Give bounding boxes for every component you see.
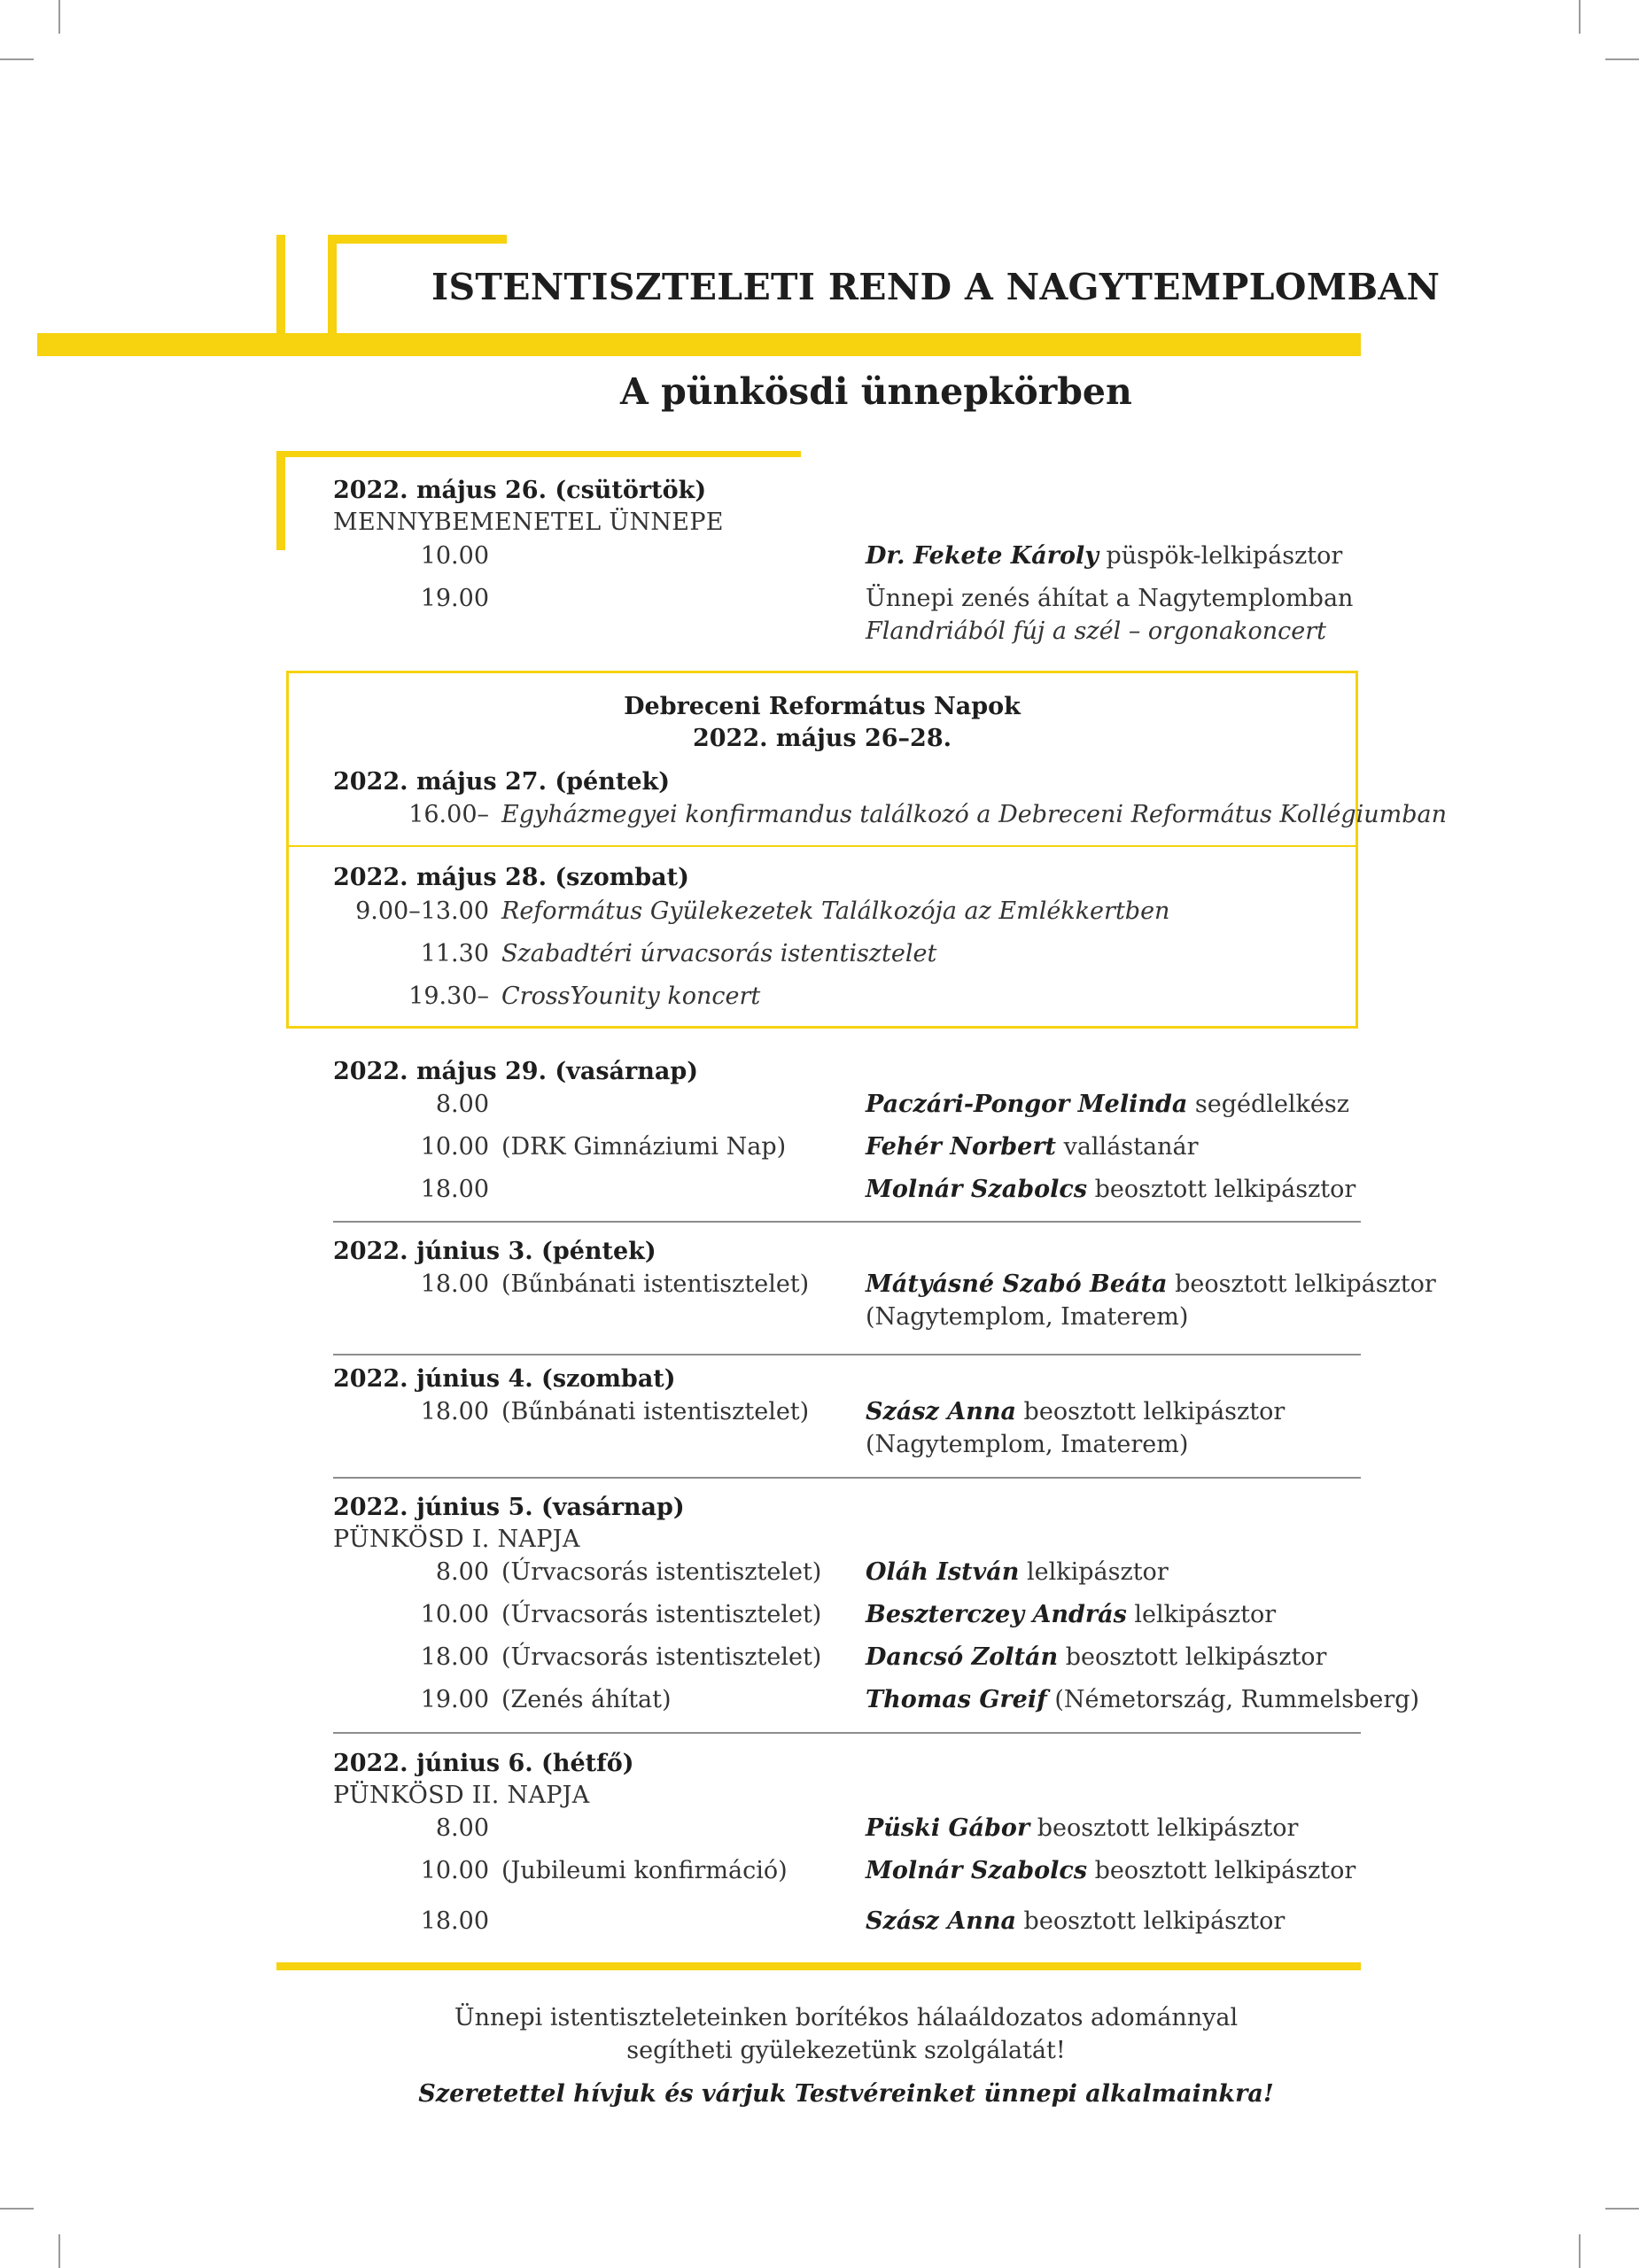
crop-mark bbox=[58, 0, 60, 34]
event-row bbox=[333, 940, 1361, 975]
minister-role: beosztott lelkipásztor bbox=[1015, 1398, 1286, 1425]
service-note: (Bűnbánati istentisztelet) bbox=[501, 1270, 810, 1298]
service-location: (Nagytemplom, Imaterem) bbox=[866, 1431, 1189, 1458]
page-subtitle: A pünkösdi ünnepkörben bbox=[620, 370, 1132, 413]
minister-name: Beszterczey András bbox=[866, 1601, 1127, 1628]
day-heading: 2022. május 27. (péntek) bbox=[333, 768, 670, 796]
minister-role: beosztott lelkipásztor bbox=[1087, 1176, 1356, 1203]
minister-role: beosztott lelkipásztor bbox=[1015, 1907, 1286, 1935]
service-time: 10.00 bbox=[420, 542, 489, 570]
service-time: 8.00 bbox=[435, 1558, 489, 1586]
header-underline-bar bbox=[37, 333, 1361, 356]
footer-text: segítheti gyülekezetünk szolgálatát! bbox=[626, 2037, 1066, 2064]
minister bbox=[866, 1686, 1419, 1713]
service-row bbox=[333, 1091, 1361, 1126]
minister bbox=[866, 1601, 1276, 1628]
frame-bar-vertical-inner bbox=[328, 235, 337, 334]
minister-role: püspök-lelkipásztor bbox=[1098, 542, 1343, 570]
section-divider bbox=[333, 1477, 1361, 1479]
minister-name: Molnár Szabolcs bbox=[866, 1176, 1088, 1203]
service-row bbox=[333, 1814, 1361, 1850]
minister bbox=[866, 1558, 1169, 1586]
service-row bbox=[333, 1907, 1361, 1943]
service-row bbox=[333, 1270, 1436, 1341]
minister-role: segédlelkész bbox=[1187, 1091, 1349, 1118]
footer-top-bar bbox=[276, 1962, 1361, 1970]
service-row bbox=[333, 1176, 1361, 1211]
minister bbox=[866, 1907, 1285, 1935]
crop-mark bbox=[1605, 2208, 1639, 2210]
service-row bbox=[333, 1601, 1361, 1636]
minister bbox=[866, 1270, 1436, 1298]
crop-mark bbox=[1605, 58, 1639, 60]
day-heading: 2022. május 26. (csütörtök) bbox=[333, 477, 707, 504]
service-row bbox=[333, 585, 1361, 645]
footer-invitation: Szeretettel hívjuk és várjuk Testvéreinket ünnepi alkalmainkra! bbox=[418, 2080, 1274, 2108]
minister-name: Szász Anna bbox=[866, 1907, 1016, 1935]
event-name: Egyházmegyei konfirmandus találkozó a Debreceni Református Kollégiumban bbox=[501, 801, 1448, 828]
event-name: Szabadtéri úrvacsorás istentisztelet bbox=[501, 940, 937, 967]
service-time: 8.00 bbox=[435, 1091, 489, 1118]
day-heading: 2022. június 5. (vasárnap) bbox=[333, 1494, 685, 1521]
minister bbox=[866, 1857, 1355, 1884]
minister bbox=[866, 1398, 1285, 1425]
minister bbox=[866, 542, 1342, 570]
service-row bbox=[333, 1398, 1361, 1469]
minister-role: beosztott lelkipásztor bbox=[1058, 1643, 1327, 1671]
minister bbox=[866, 1133, 1198, 1161]
minister-role: vallástanár bbox=[1055, 1133, 1199, 1161]
crop-mark bbox=[0, 58, 34, 60]
day-heading: 2022. május 28. (szombat) bbox=[333, 864, 689, 891]
minister-role: lelkipásztor bbox=[1019, 1558, 1169, 1586]
frame-bar-top-short bbox=[328, 235, 507, 244]
service-time: 18.00 bbox=[420, 1398, 489, 1425]
section-vertical-bar bbox=[276, 451, 285, 550]
event-name: CrossYounity koncert bbox=[501, 983, 761, 1010]
event-row bbox=[333, 897, 1361, 933]
minister-name: Thomas Greif bbox=[866, 1686, 1047, 1713]
event-name: Református Gyülekezetek Találkozója az Emlékkertben bbox=[501, 897, 1170, 925]
section-divider bbox=[333, 1221, 1361, 1223]
service-row bbox=[333, 1643, 1361, 1679]
event-row bbox=[333, 801, 1448, 836]
event-time: 11.30 bbox=[420, 940, 489, 967]
event-time: 9.00–13.00 bbox=[355, 897, 489, 925]
day-heading: 2022. június 4. (szombat) bbox=[333, 1365, 676, 1393]
minister-name: Molnár Szabolcs bbox=[866, 1857, 1088, 1884]
service-note: (Úrvacsorás istentisztelet) bbox=[501, 1558, 822, 1586]
crop-mark bbox=[1579, 0, 1581, 34]
service-time: 10.00 bbox=[420, 1857, 489, 1884]
event-subtext: Flandriából fúj a szél – orgonakoncert bbox=[866, 617, 1326, 645]
minister-name: Oláh István bbox=[866, 1558, 1020, 1586]
box-divider bbox=[289, 845, 1355, 847]
day-heading: 2022. június 6. (hétfő) bbox=[333, 1750, 634, 1777]
service-time: 19.00 bbox=[420, 585, 489, 612]
service-time: 8.00 bbox=[435, 1814, 489, 1842]
service-note: (Zenés áhítat) bbox=[501, 1686, 672, 1713]
feast-name: PÜNKÖSD I. NAPJA bbox=[333, 1526, 580, 1553]
minister-name: Paczári-Pongor Melinda bbox=[866, 1091, 1188, 1118]
service-note: (Jubileumi konfirmáció) bbox=[501, 1857, 788, 1884]
minister bbox=[866, 1176, 1355, 1203]
box-dates: 2022. május 26–28. bbox=[692, 725, 952, 752]
service-time: 19.00 bbox=[420, 1686, 489, 1713]
service-note: (Bűnbánati istentisztelet) bbox=[501, 1398, 810, 1425]
section-divider bbox=[333, 1354, 1361, 1355]
crop-mark bbox=[1579, 2234, 1581, 2268]
event-text: Ünnepi zenés áhítat a Nagytemplomban bbox=[866, 585, 1354, 612]
minister bbox=[866, 1814, 1298, 1842]
minister-name: Püski Gábor bbox=[866, 1814, 1030, 1842]
service-time: 18.00 bbox=[420, 1643, 489, 1671]
box-title: Debreceni Református Napok bbox=[624, 693, 1021, 720]
service-location: (Nagytemplom, Imaterem) bbox=[866, 1303, 1189, 1331]
service-note: (Úrvacsorás istentisztelet) bbox=[501, 1643, 822, 1671]
service-row bbox=[333, 1857, 1361, 1892]
crop-mark bbox=[0, 2208, 34, 2210]
minister bbox=[866, 1091, 1349, 1118]
service-note: (Úrvacsorás istentisztelet) bbox=[501, 1601, 822, 1628]
minister-role: lelkipásztor bbox=[1126, 1601, 1277, 1628]
event-time: 16.00– bbox=[408, 801, 489, 828]
service-time: 18.00 bbox=[420, 1270, 489, 1298]
crop-mark bbox=[58, 2234, 60, 2268]
day-heading: 2022. június 3. (péntek) bbox=[333, 1238, 656, 1265]
minister-role: beosztott lelkipásztor bbox=[1167, 1270, 1436, 1298]
event-time: 19.30– bbox=[408, 983, 489, 1010]
minister-name: Mátyásné Szabó Beáta bbox=[866, 1270, 1168, 1298]
service-time: 10.00 bbox=[420, 1133, 489, 1161]
service-time: 18.00 bbox=[420, 1176, 489, 1203]
event-row bbox=[333, 983, 1361, 1018]
minister-role: beosztott lelkipásztor bbox=[1087, 1857, 1356, 1884]
service-row bbox=[333, 1686, 1420, 1721]
minister-name: Fehér Norbert bbox=[866, 1133, 1056, 1161]
section-divider bbox=[333, 1732, 1361, 1734]
feast-name: MENNYBEMENETEL ÜNNEPE bbox=[333, 509, 724, 536]
service-row bbox=[333, 542, 1361, 578]
minister-role: (Németország, Rummelsberg) bbox=[1046, 1686, 1420, 1713]
page-title: ISTENTISZTELETI REND A NAGYTEMPLOMBAN bbox=[431, 266, 1441, 308]
service-time: 18.00 bbox=[420, 1907, 489, 1935]
minister bbox=[866, 1643, 1326, 1671]
service-row bbox=[333, 1133, 1361, 1169]
minister-role: beosztott lelkipásztor bbox=[1029, 1814, 1299, 1842]
minister-name: Dr. Fekete Károly bbox=[866, 542, 1099, 570]
day-heading: 2022. május 29. (vasárnap) bbox=[333, 1058, 699, 1085]
feast-name: PÜNKÖSD II. NAPJA bbox=[333, 1782, 590, 1809]
service-note: (DRK Gimnáziumi Nap) bbox=[501, 1133, 787, 1161]
minister-name: Szász Anna bbox=[866, 1398, 1016, 1425]
minister-name: Dancsó Zoltán bbox=[866, 1643, 1059, 1671]
footer-text: Ünnepi istentiszteleteinken borítékos hálaáldozatos adománnyal bbox=[454, 2004, 1239, 2031]
service-time: 10.00 bbox=[420, 1601, 489, 1628]
frame-bar-vertical-outer bbox=[276, 235, 285, 334]
section-top-bar bbox=[276, 451, 801, 457]
service-row bbox=[333, 1558, 1361, 1594]
